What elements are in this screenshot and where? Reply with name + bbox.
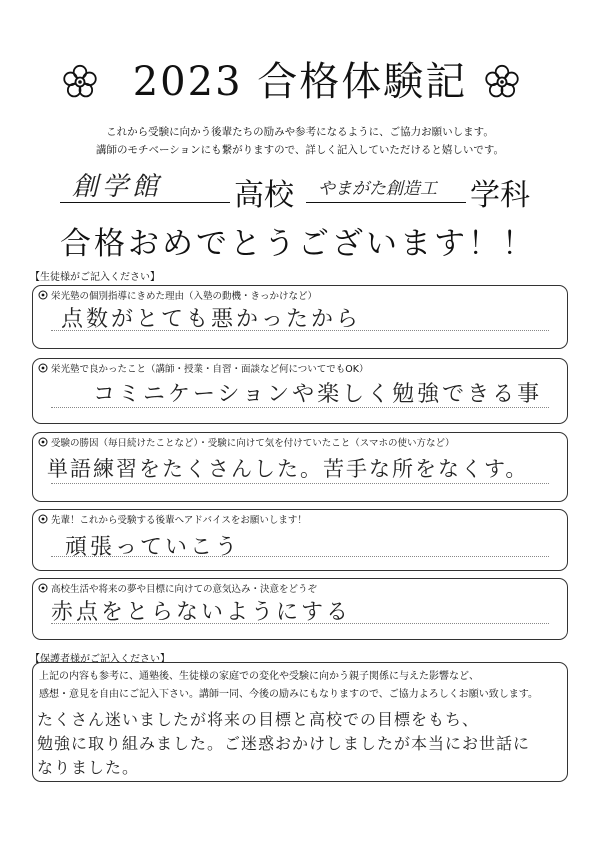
question-label: 栄光塾の個別指導にきめた理由（入塾の動機・きっかけなど） <box>51 291 318 302</box>
question-box-advice <box>32 509 568 571</box>
answer-handwritten: 単語練習をたくさんした。苦手な所をなくす。 <box>47 457 529 481</box>
answer-dotted-line <box>51 407 549 408</box>
question-box-good-points <box>32 358 568 424</box>
congratulations-heading: 合格おめでとうございます！！ <box>60 226 536 262</box>
department-handwritten: やまがた創造工 <box>318 179 437 199</box>
question-box-future-goals <box>32 578 568 640</box>
flower-bullet-icon <box>38 363 48 373</box>
flower-bullet-icon <box>38 514 48 524</box>
question-label: 栄光塾で良かったこと（講師・授業・自習・面談など何についてでもOK） <box>51 364 369 375</box>
answer-handwritten: コミニケーションや楽しく勉強できる事 <box>93 382 543 407</box>
question-box-success-factors <box>32 432 568 502</box>
guardian-answer-line-1: たくさん迷いましたが将来の目標と高校での目標をもち、 <box>37 710 480 729</box>
intro-line-1: これから受験に向かう後輩たちの励みや参考になるように、ご協力お願いします。 <box>106 126 494 138</box>
question-box-reason <box>32 285 568 349</box>
flower-bullet-icon <box>38 437 48 447</box>
answer-handwritten: 点数がとても悪かったから <box>61 307 362 332</box>
koukou-label: 高校 <box>234 178 294 213</box>
flower-bullet-icon <box>38 583 48 593</box>
guardian-answer-line-2: 勉強に取り組みました。ご迷惑おかけしましたが本当にお世話に <box>37 734 531 753</box>
student-section-header: 【生徒様がご記入ください】 <box>30 272 160 283</box>
question-label: 高校生活や将来の夢や目標に向けての意気込み・決意をどうぞ <box>51 584 318 595</box>
flower-bullet-icon <box>38 290 48 300</box>
answer-handwritten: 頑張っていこう <box>65 535 241 560</box>
guardian-section-header: 【保護者様がご記入ください】 <box>30 654 170 665</box>
gakka-label: 学科 <box>470 178 530 213</box>
intro-line-2: 講師のモチベーションにも繋がりますので、詳しく記入していただけると嬉しいです。 <box>95 144 505 156</box>
school-name-handwritten: 創学館 <box>72 172 163 202</box>
school-name-underline <box>60 202 230 203</box>
question-label: 受験の勝因（毎日続けたことなど）・受験に向けて気を付けていたこと（スマホの使い方など） <box>51 438 455 449</box>
question-label: 先輩！これから受験する後輩へアドバイスをお願いします！ <box>51 515 307 526</box>
guardian-comment-box <box>32 662 568 782</box>
answer-dotted-line <box>51 623 549 624</box>
guardian-prompt-line-2: 感想・意見を自由にご記入下さい。講師一同、今後の励みにもなりますので、ご協力よろしくお願い致します。 <box>39 689 538 700</box>
answer-dotted-line <box>51 483 549 484</box>
answer-handwritten: 赤点をとらないようにする <box>51 600 352 625</box>
flower-emblem-right-icon <box>484 64 520 100</box>
answer-dotted-line <box>51 556 549 557</box>
page-title: 2023 合格体験記 <box>132 59 468 105</box>
department-underline <box>306 202 466 203</box>
answer-dotted-line <box>51 330 549 331</box>
guardian-answer-line-3: なりました。 <box>37 758 140 777</box>
guardian-prompt-line-1: 上記の内容も参考に、通塾後、生徒様の家庭での変化や受験に向かう親子関係に与えた影響など、 <box>39 671 479 682</box>
